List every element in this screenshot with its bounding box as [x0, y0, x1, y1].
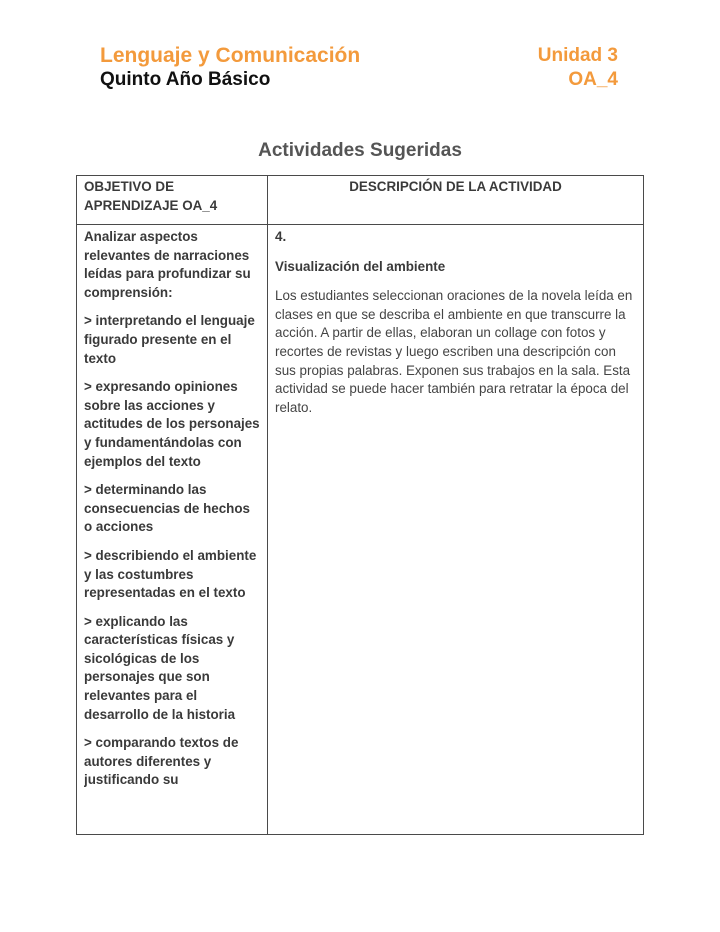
objective-item: > explicando las características físicas y sicológicas de los personajes que son relevantes para el desarrollo de la historia	[84, 613, 236, 722]
activity-title: Visualización del ambiente	[275, 258, 446, 274]
objective-item: > interpretando el lenguaje figurado presente en el texto	[84, 313, 255, 366]
objective-item: > describiendo el ambiente y las costumbres representadas en el texto	[84, 547, 257, 601]
section-title: Actividades Sugeridas	[258, 140, 462, 161]
activity-cell	[268, 225, 644, 835]
objective-item: > comparando textos de autores diferentes y justificando su	[84, 735, 239, 788]
objective-intro: Analizar aspectos relevantes de narraciones leídas para profundizar su comprensión:	[84, 229, 251, 300]
header-objective: OBJETIVO DE APRENDIZAJE OA_4	[77, 176, 268, 225]
activities-table	[76, 175, 644, 835]
objective-code: OA_4	[568, 69, 618, 90]
subject-title: Lenguaje y Comunicación	[100, 44, 361, 67]
activity-number: 4.	[275, 229, 287, 244]
page-header-right	[538, 44, 618, 92]
objective-item: > expresando opiniones sobre las acciones y actitudes de los personajes y fundamentándolas con ejemplos del texto	[84, 379, 260, 469]
objective-cell	[77, 225, 268, 835]
objective-item: > determinando las consecuencias de hechos o acciones	[84, 482, 250, 535]
grade-level: Quinto Año Básico	[100, 69, 271, 90]
unit-label: Unidad 3	[537, 45, 618, 66]
header-description: DESCRIPCIÓN DE LA ACTIVIDAD	[268, 176, 644, 225]
table-header-row	[77, 176, 644, 225]
page-header-left	[100, 44, 360, 92]
table-row	[77, 225, 644, 835]
activity-description: Los estudiantes seleccionan oraciones de la novela leída en clases en que se describa el ambiente en que transcurre la acción. A partir de ellas, elaboran un collage con fotos y recortes de revistas y luego escriben una descripción con sus propias palabras. Exponen sus trabajos en la sala. Esta actividad se puede hacer también para retratar la época del relato.	[275, 288, 633, 415]
